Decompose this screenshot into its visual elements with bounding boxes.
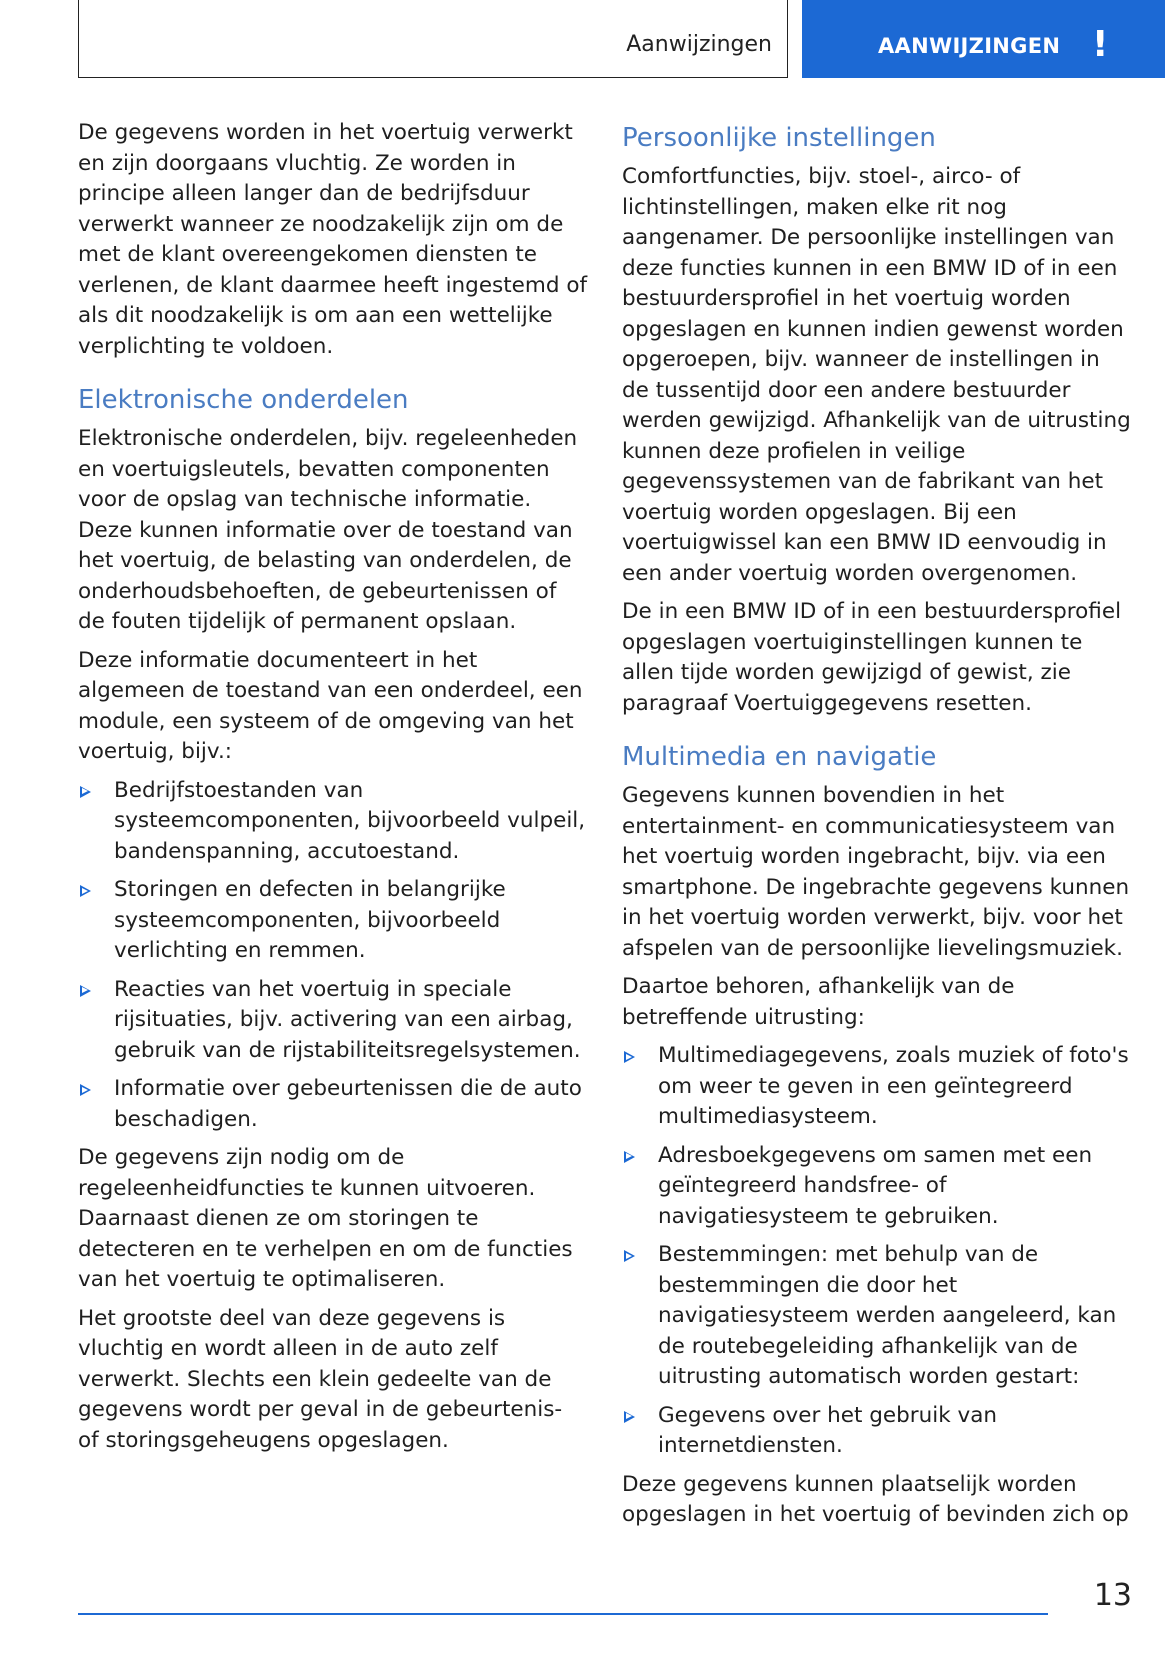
bullet-list: [622, 1041, 1132, 1462]
exclamation-icon: !: [1092, 24, 1109, 65]
triangle-bullet-icon: [80, 985, 91, 997]
list-item-text: Informatie over gebeurtenissen die de auto beschadigen.: [114, 1076, 582, 1132]
triangle-bullet-icon: [624, 1250, 635, 1262]
paragraph: De gegevens zijn nodig om de regeleenheidfuncties te kunnen uitvoeren. Daarnaast dienen ze om storingen te detecteren en te verhelpen en om de functies van het voertuig te optimaliseren.: [78, 1145, 573, 1292]
chapter-tab-label: AANWIJZINGEN: [878, 34, 1061, 58]
list-item: [622, 1240, 1132, 1393]
paragraph: Deze informatie documenteert in het algemeen de toestand van een onderdeel, een module, een systeem of de omgeving van het voertuig, bijv.:: [78, 647, 583, 764]
list-item: [622, 1041, 1132, 1133]
paragraph: Comfortfuncties, bijv. stoel-, airco- of lichtinstellingen, maken elke rit nog aangenamer. De persoonlijke instellingen van deze functies kunnen in een BMW ID of in een bestuurdersprofiel in het voertuig worden opgeslagen en kunnen indien gewenst worden opgeroepen, bijv. wanneer de instellingen in de tussentijd door een andere bestuurder werden gewijzigd. Afhankelijk van de uitrusting kunnen deze profielen in veilige gegevenssystemen van de fabrikant van het voertuig worden opgeslagen. Bij een voertuigwissel kan een BMW ID eenvoudig in een ander voertuig worden overgenomen.: [622, 164, 1131, 586]
triangle-bullet-icon: [80, 1084, 91, 1096]
heading-multimedia-en-navigatie: Multimedia en navigatie: [622, 742, 937, 772]
list-item-text: Bestemmingen: met behulp van de bestemmingen die door het navigatiesysteem werden aangeleerd, kan de routebegeleiding afhankelijk van de uitrusting automatisch worden gestart:: [658, 1242, 1117, 1389]
list-item-text: Storingen en defecten in belangrijke systeemcomponenten, bijvoorbeeld verlichting en remmen.: [114, 877, 506, 963]
triangle-bullet-icon: [80, 885, 91, 897]
header-section-title: Aanwijzingen: [626, 32, 772, 57]
paragraph: Deze gegevens kunnen plaatselijk worden opgeslagen in het voertuig of bevinden zich op: [622, 1471, 1129, 1527]
heading-elektronische-onderdelen: Elektronische onderdelen: [78, 385, 409, 415]
list-item-text: Multimediagegevens, zoals muziek of foto's om weer te geven in een geïntegreerd multimediasysteem.: [658, 1043, 1129, 1129]
paragraph: Het grootste deel van deze gegevens is vluchtig en wordt alleen in de auto zelf verwerkt. Slechts een klein gedeelte van de gegevens wordt per geval in de gebeurtenis- of storingsgeheugens opgeslagen.: [78, 1305, 563, 1453]
right-column: [622, 118, 1132, 1539]
list-item-text: Adresboekgegevens om samen met een geïntegreerd handsfree- of navigatiesysteem te gebruiken.: [658, 1142, 1093, 1229]
paragraph: Elektronische onderdelen, bijv. regeleenheden en voertuigsleutels, bevatten componenten voor de opslag van technische informatie. Deze kunnen informatie over de toestand van het voertuig, de belasting van onderdelen, de onderhoudsbehoeften, de gebeurtenissen of de fouten tijdelijk of permanent opslaan.: [78, 426, 578, 634]
triangle-bullet-icon: [624, 1411, 635, 1423]
list-item: [78, 875, 588, 967]
triangle-bullet-icon: [624, 1151, 635, 1163]
list-item-text: Reacties van het voertuig in speciale rijsituaties, bijv. activering van een airbag, gebruik van de rijstabiliteitsregelsystemen.: [114, 976, 581, 1063]
chapter-tab: [802, 0, 1165, 78]
list-item-text: Bedrijfstoestanden van systeemcomponenten, bijvoorbeeld vulpeil, bandenspanning, accutoestand.: [114, 777, 586, 864]
list-item: [78, 776, 588, 868]
left-column: [78, 118, 588, 1464]
paragraph: De gegevens worden in het voertuig verwerkt en zijn doorgaans vluchtig. Ze worden in principe alleen langer dan de bedrijfsduur verwerkt wanneer ze noodzakelijk zijn om de met de klant overeengekomen diensten te verlenen, de klant daarmee heeft ingestemd of als dit noodzakelijk is om aan een wettelijke verplichting te voldoen.: [78, 120, 588, 359]
heading-persoonlijke-instellingen: Persoonlijke instellingen: [622, 123, 936, 153]
paragraph: De in een BMW ID of in een bestuurdersprofiel opgeslagen voertuiginstellingen kunnen te allen tijde worden gewijzigd of gewist, zie paragraaf Voertuiggegevens resetten.: [622, 599, 1122, 716]
triangle-bullet-icon: [80, 786, 91, 798]
list-item: [622, 1401, 1132, 1462]
bullet-list: [78, 776, 588, 1136]
footer-rule: [78, 1613, 1048, 1615]
triangle-bullet-icon: [624, 1051, 635, 1063]
list-item: [78, 975, 588, 1067]
list-item-text: Gegevens over het gebruik van internetdiensten.: [658, 1402, 998, 1458]
paragraph: Gegevens kunnen bovendien in het entertainment- en communicatiesysteem van het voertuig worden ingebracht, bijv. via een smartphone. De ingebrachte gegevens kunnen in het voertuig worden verwerkt, bijv. voor het afspelen van de persoonlijke lievelingsmuziek.: [622, 783, 1130, 961]
paragraph: Daartoe behoren, afhankelijk van de betreffende uitrusting:: [622, 974, 1015, 1030]
page-number: 13: [1093, 1578, 1132, 1613]
list-item: [78, 1074, 588, 1135]
list-item: [622, 1141, 1132, 1233]
